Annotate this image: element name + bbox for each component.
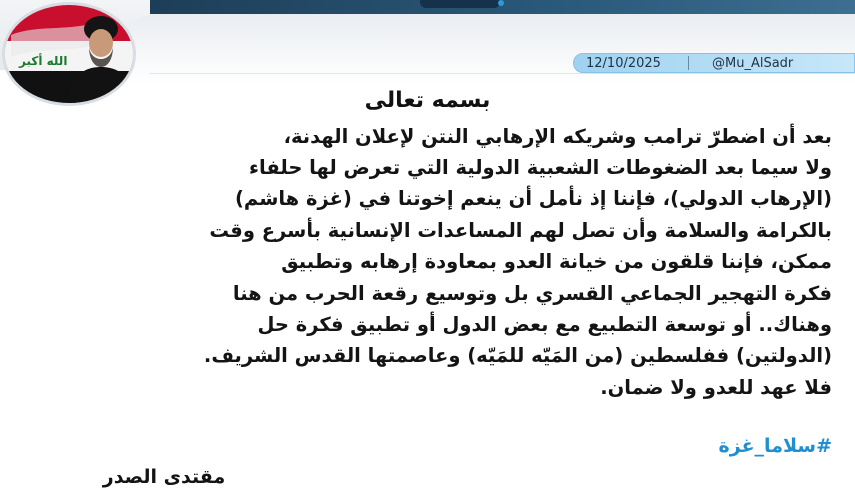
body-line-4: بالكرامة والسلامة وأن تصل لهم المساعدات الإنسانية بأسرع وقت — [209, 219, 832, 242]
dot-icon — [498, 0, 504, 6]
hashtag-link[interactable]: #سلاما_غزة — [718, 435, 832, 457]
pill-divider — [688, 56, 689, 70]
body-line-7: وهناك.. أو توسعة التطبيع مع بعض الدول أو تطبيق فكرة حل — [257, 313, 832, 336]
portrait-icon — [5, 5, 133, 103]
body-line-5: ممكن، فإننا قلقون من خيانة العدو بمعاودة إرهابه وتطبيق — [281, 250, 832, 273]
body-line-6: فكرة التهجير الجماعي القسري بل وتوسيع رقعة الحرب من هنا — [232, 282, 832, 305]
top-mark — [420, 0, 500, 8]
avatar — [2, 2, 136, 106]
post-date: 12/10/2025 — [586, 56, 661, 71]
divider — [150, 73, 855, 74]
signature: مقتدى الصدر — [102, 466, 226, 488]
author-handle[interactable]: @Mu_AlSadr — [712, 56, 794, 71]
body-line-9: فلا عهد للعدو ولا ضمان. — [600, 376, 832, 399]
body-line-8: (الدولتين) ففلسطين (من المَيّه للمَيّه) وعاصمتها القدس الشريف. — [203, 344, 832, 367]
body-line-2: ولا سيما بعد الضغوطات الشعبية الدولية التي تعرض لها حلفاء — [249, 156, 832, 179]
svg-text:الله أكبر: الله أكبر — [19, 54, 68, 68]
body-line-1: بعد أن اضطرّ ترامب وشريكه الإرهابي النتن لإعلان الهدنة، — [283, 125, 832, 148]
date-handle-pill — [573, 53, 855, 73]
basmala-heading: بسمه تعالى — [364, 88, 491, 113]
body-line-3: (الإرهاب الدولي)، فإننا إذ نأمل أن ينعم إخوتنا في (غزة هاشم) — [234, 187, 832, 210]
